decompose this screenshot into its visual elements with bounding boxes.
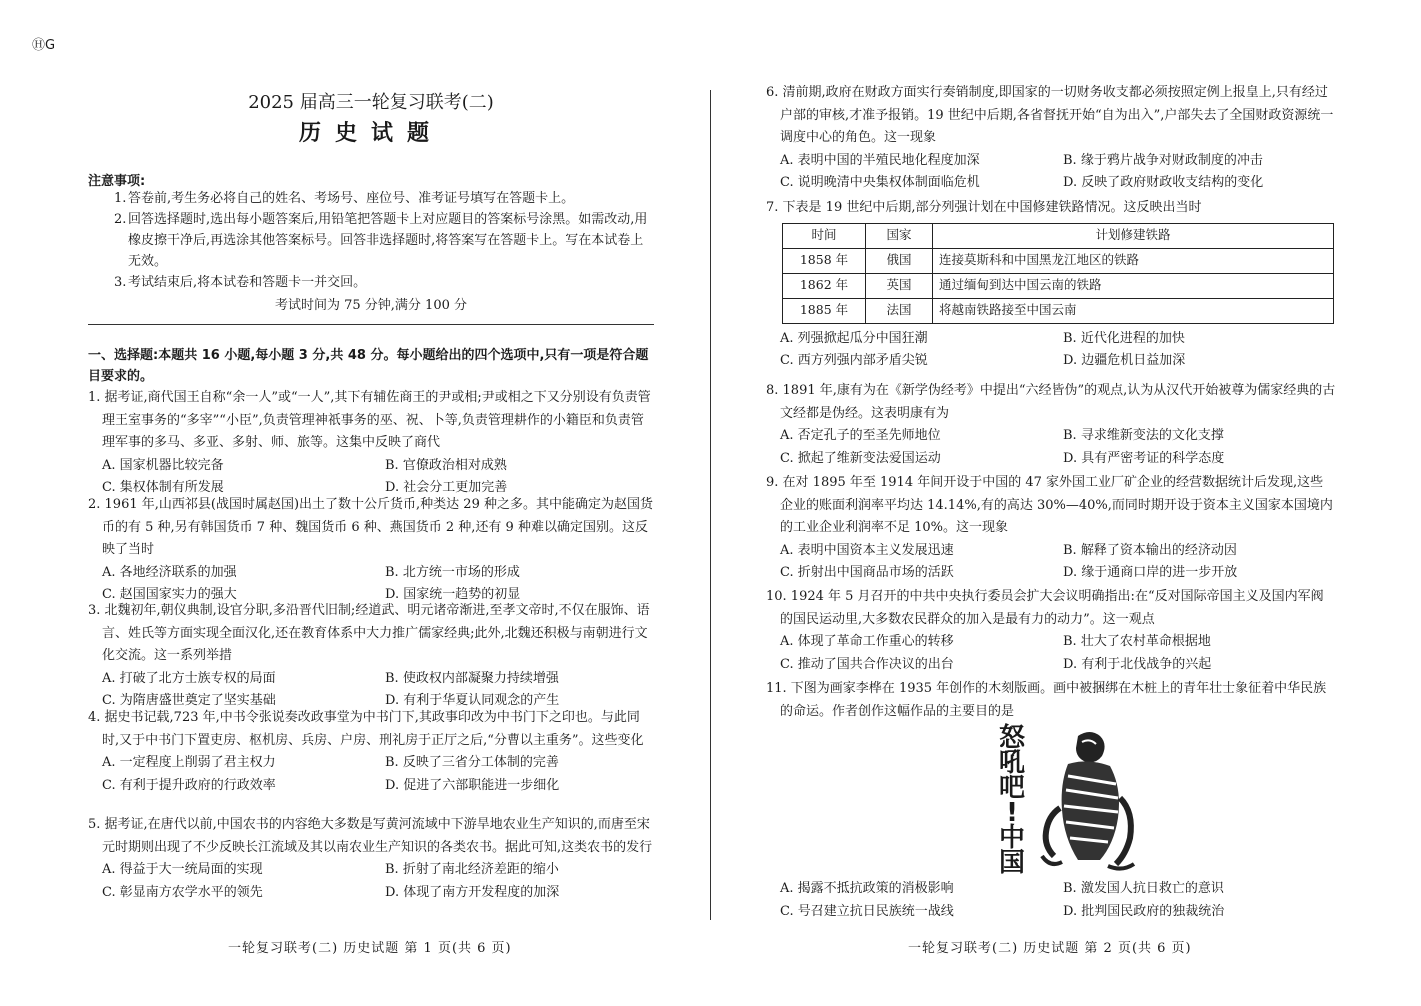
question-stem: 4. 据史书记载,723 年,中书令张说奏改政事堂为中书门下,其政事印改为中书门下之印也。与此同时,又于中书门下置吏房、枢机房、兵房、户房、刑礼房于正厅之后,“分曹以主重务”。这些变化	[88, 710, 644, 748]
option-c: C. 说明晚清中央集权体制面临危机	[780, 175, 980, 190]
table-cell: 俄国	[866, 248, 933, 273]
section-heading	[88, 345, 654, 387]
table-cell: 1885 年	[783, 298, 866, 323]
option-d: D. 边疆危机日益加深	[1063, 353, 1186, 368]
option-b: B. 解释了资本输出的经济动因	[1063, 542, 1237, 558]
notice-number: 1.	[114, 191, 127, 206]
option-b: B. 使政权内部凝聚力持续增强	[385, 670, 559, 686]
header-rule	[88, 324, 654, 325]
question-3	[88, 600, 654, 713]
option-b: B. 近代化进程的加快	[1063, 330, 1185, 346]
option-b: B. 激发国人抗日救亡的意识	[1063, 881, 1224, 896]
notice-text: 答卷前,考生务必将自己的姓名、考场号、座位号、准考证号填写在答题卡上。	[128, 191, 575, 206]
option-b: B. 官僚政治相对成熟	[385, 457, 507, 473]
exam-time-info: 考试时间为 75 分钟,满分 100 分	[274, 298, 468, 313]
question-stem: 6. 清前期,政府在财政方面实行奏销制度,即国家的一切财务收支都必须按照定例上报皇上,只有经过户部的审核,才准予报销。19 世纪中后期,各省督抚开始“自为出入”,户部失去了全国财政资源统一调度中心的角色。这一现象	[766, 85, 1334, 145]
question-stem: 10. 1924 年 5 月召开的中共中央执行委员会扩大会议明确指出:在“反对国际帝国主义及国内军阀的国民运动里,大多数农民群众的加入是最有力的动力”。这一观点	[766, 589, 1324, 627]
question-stem: 7. 下表是 19 世纪中后期,部分列强计划在中国修建铁路情况。这反映出当时	[766, 200, 1202, 215]
subject-title: 历史试题	[298, 120, 443, 146]
railway-table	[782, 223, 1334, 324]
option-a: A. 体现了革命工作重心的转移	[780, 634, 954, 649]
question-stem: 5. 据考证,在唐代以前,中国农书的内容绝大多数是写黄河流域中下游旱地农业生产知识的,而唐至宋元时期则出现了不少反映长江流域及其以南农业生产知识的各类农书。据此可知,这类农书的发行	[88, 817, 653, 855]
option-a: A. 表明中国的半殖民地化程度加深	[780, 152, 980, 168]
table-cell: 英国	[866, 273, 933, 298]
table-header-cell: 计划修建铁路	[933, 223, 1334, 248]
option-d: D. 有利于华夏认同观念的产生	[385, 693, 560, 708]
question-options	[766, 150, 1336, 195]
question-5	[88, 814, 654, 904]
option-a: A. 否定孔子的至圣先师地位	[780, 428, 941, 443]
question-stem: 3. 北魏初年,朝仪典制,设官分职,多沿晋代旧制;经道武、明元诸帝渐进,至孝文帝时,不仅在服饰、语言、姓氏等方面实现全面汉化,还在教育体系中大力推广儒家经典;此外,北魏还积极与南朝进行文化交流。这一系列举措	[88, 603, 650, 663]
question-11-options	[766, 878, 1336, 923]
table-cell: 1862 年	[783, 273, 866, 298]
table-cell: 连接莫斯科和中国黑龙江地区的铁路	[933, 248, 1334, 273]
option-b: B. 寻求维新变法的文化支撑	[1063, 428, 1224, 443]
option-a: A. 各地经济联系的加强	[102, 564, 237, 580]
exam-title: 2025 届高三一轮复习联考(二)	[248, 92, 494, 113]
question-stem: 9. 在对 1895 年至 1914 年间开设于中国的 47 家外国工业厂矿企业的经营数据统计后发现,这些企业的账面利润率平均达 14.14%,有的高达 30%—40%,而同时期开设于资本主义国家本国境内的工业企业利润率不足 10%。这一现象	[766, 475, 1333, 535]
table-row	[783, 298, 1334, 323]
option-a: A. 打破了北方士族专权的局面	[102, 670, 276, 686]
table-header-cell: 时间	[783, 223, 866, 248]
question-stem: 8. 1891 年,康有为在《新学伪经考》中提出“六经皆伪”的观点,认为从汉代开始被尊为儒家经典的古文经都是伪经。这表明康有为	[766, 383, 1336, 421]
option-a: A. 揭露不抵抗政策的消极影响	[780, 881, 954, 896]
table-cell: 1858 年	[783, 248, 866, 273]
section-heading-text: 一、选择题:本题共 16 小题,每小题 3 分,共 48 分。每小题给出的四个选项中,只有一项是符合题目要求的。	[88, 348, 649, 384]
question-2	[88, 494, 654, 607]
table-cell: 通过缅甸到达中国云南的铁路	[933, 273, 1334, 298]
option-d: D. 促进了六部职能进一步细化	[385, 777, 560, 793]
option-a: A. 一定程度上削弱了君主权力	[102, 755, 276, 770]
notice-text: 回答选择题时,选出每小题答案后,用铅笔把答题卡上对应题目的答案标号涂黑。如需改动,用橡皮擦干净后,再选涂其他答案标号。回答非选择题时,将答案写在答题卡上。写在本试卷上无效。	[128, 212, 648, 269]
notice-item	[114, 188, 654, 209]
option-d: D. 体现了南方开发程度的加深	[385, 884, 560, 900]
option-c: C. 集权体制有所发展	[102, 480, 224, 495]
question-10	[766, 586, 1336, 676]
option-b: B. 北方统一市场的形成	[385, 564, 520, 580]
question-options	[766, 540, 1336, 585]
option-a: A. 得益于大一统局面的实现	[102, 862, 263, 877]
option-d: D. 缘于通商口岸的进一步开放	[1063, 565, 1238, 580]
question-4	[88, 707, 654, 797]
question-11	[766, 678, 1336, 723]
question-6	[766, 82, 1336, 195]
question-options	[88, 859, 654, 904]
question-options	[88, 455, 654, 500]
option-b: B. 反映了三省分工体制的完善	[385, 755, 559, 770]
question-options	[766, 631, 1336, 676]
question-stem: 2. 1961 年,山西祁县(战国时属赵国)出土了数十公斤货币,种类达 29 种之多。其中能确定为赵国货币的有 5 种,另有韩国货币 7 种、魏国货币 6 种、燕国货币 2 种,还有 9 种难以确定国别。这反映了当时	[88, 497, 653, 557]
option-a: A. 国家机器比较完备	[102, 457, 224, 473]
option-d: D. 具有严密考证的科学态度	[1063, 450, 1225, 466]
table-header-cell: 国家	[866, 223, 933, 248]
option-c: C. 为隋唐盛世奠定了坚实基础	[102, 693, 276, 708]
table-cell: 将越南铁路接至中国云南	[933, 298, 1334, 323]
option-c: C. 推动了国共合作决议的出台	[780, 656, 954, 672]
option-a: A. 表明中国资本主义发展迅速	[780, 542, 954, 558]
option-c: C. 号召建立抗日民族统一战线	[780, 903, 954, 919]
notice-item	[114, 209, 654, 272]
notice-number: 3.	[114, 275, 127, 290]
question-stem: 11. 下图为画家李桦在 1935 年创作的木刻版画。画中被捆绑在木桩上的青年壮士象征着中华民族的命运。作者创作这幅作品的主要目的是	[766, 681, 1327, 719]
question-1	[88, 387, 654, 500]
bound-figure-icon	[1038, 728, 1140, 874]
question-options	[766, 878, 1336, 923]
table-cell: 法国	[866, 298, 933, 323]
question-options	[88, 752, 654, 797]
footer-page-2: 一轮复习联考(二) 历史试题 第 2 页(共 6 页)	[908, 941, 1192, 956]
option-c: C. 掀起了维新变法爱国运动	[780, 450, 941, 466]
column-divider	[710, 90, 711, 920]
question-options	[88, 668, 654, 713]
option-c: C. 赵国国家实力的强大	[102, 587, 237, 602]
question-options	[766, 425, 1336, 470]
option-d: D. 有利于北伐战争的兴起	[1063, 656, 1212, 672]
option-d: D. 反映了政府财政收支结构的变化	[1063, 175, 1264, 190]
woodcut-print-image	[992, 723, 1142, 878]
option-a: A. 列强掀起瓜分中国狂潮	[780, 330, 928, 346]
option-d: D. 社会分工更加完善	[385, 480, 508, 495]
footer-page-1: 一轮复习联考(二) 历史试题 第 1 页(共 6 页)	[228, 941, 512, 956]
question-options	[766, 328, 1336, 373]
notice-number: 2.	[114, 212, 127, 227]
table-row	[783, 248, 1334, 273]
question-7	[766, 197, 1336, 373]
option-d: D. 批判国民政府的独裁统治	[1063, 903, 1225, 919]
option-c: C. 西方列强内部矛盾尖锐	[780, 353, 928, 368]
notice-heading: 注意事项:	[88, 174, 146, 189]
option-d: D. 国家统一趋势的初显	[385, 587, 521, 602]
option-b: B. 壮大了农村革命根据地	[1063, 634, 1211, 649]
option-b: B. 缘于鸦片战争对财政制度的冲击	[1063, 152, 1263, 168]
option-c: C. 彰显南方农学水平的领先	[102, 884, 263, 900]
question-8	[766, 380, 1336, 470]
poster-caption: 怒 吼 吧 ! 中 国	[998, 723, 1025, 878]
notice-item	[114, 272, 654, 293]
option-b: B. 折射了南北经济差距的缩小	[385, 862, 559, 877]
publisher-logo: ⒽG	[32, 38, 56, 53]
question-9	[766, 472, 1336, 585]
option-c: C. 折射出中国商品市场的活跃	[780, 565, 954, 580]
table-header-row	[783, 223, 1334, 248]
question-stem: 1. 据考证,商代国王自称“余一人”或“一人”,其下有辅佐商王的尹或相;尹或相之下又分别设有负责管理王室事务的“多宰”“小臣”,负责管理神祇事务的巫、祝、卜等,负责管理耕作的小籍臣和负责管理军事的多马、多亚、多射、师、旅等。这集中反映了商代	[88, 390, 651, 450]
option-c: C. 有利于提升政府的行政效率	[102, 777, 276, 793]
table-row	[783, 273, 1334, 298]
notice-text: 考试结束后,将本试卷和答题卡一并交回。	[128, 275, 367, 290]
